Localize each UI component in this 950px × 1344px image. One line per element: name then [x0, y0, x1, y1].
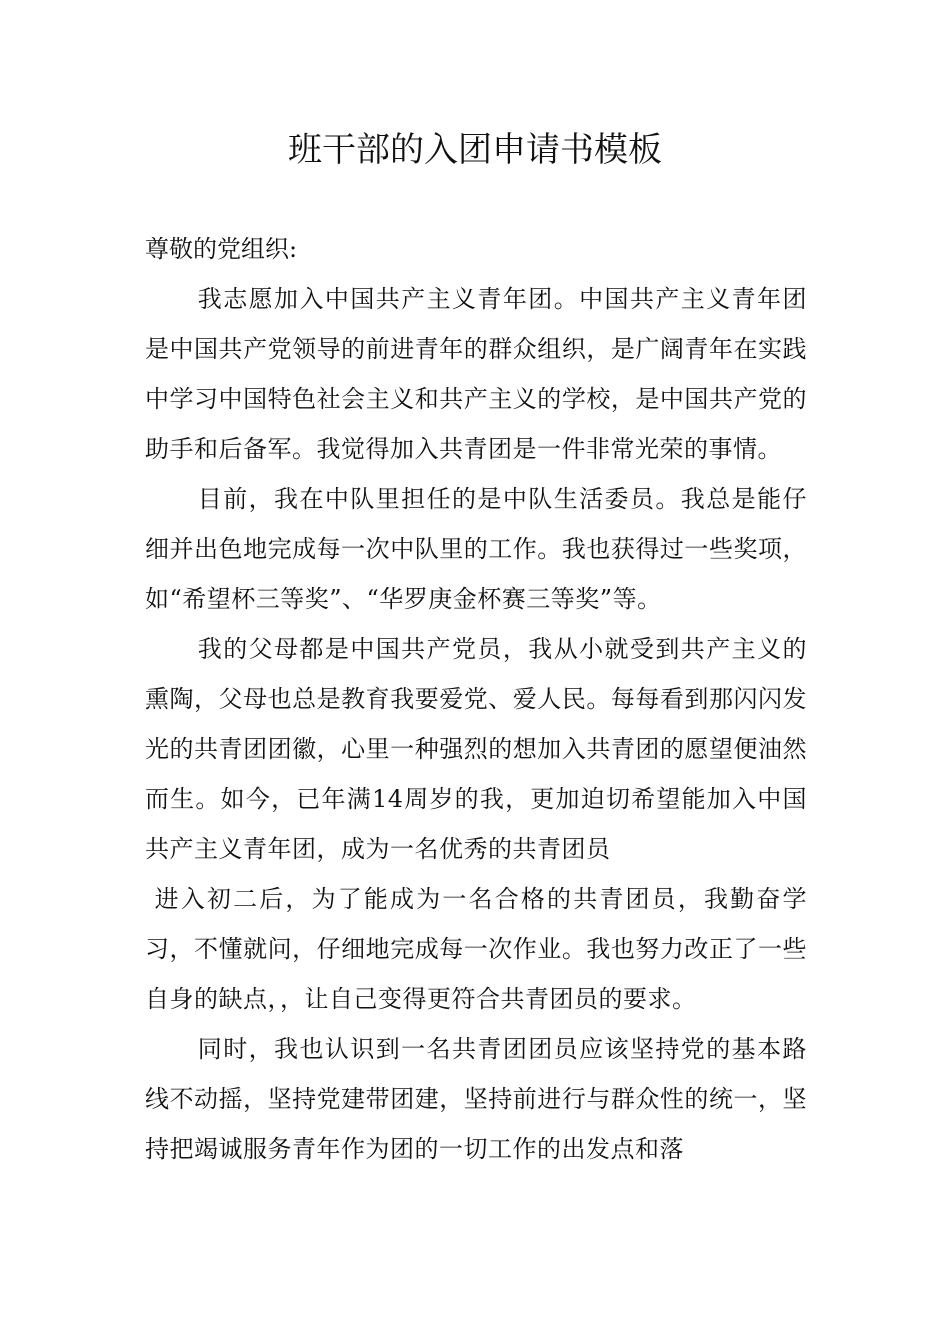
paragraph-4: 进入初二后，为了能成为一名合格的共青团员，我勤奋学习，不懂就问，仔细地完成每一次作业。我也努力改正了一些自身的缺点，，让自己变得更符合共青团员的要求。	[145, 885, 807, 1013]
paragraph-5: 同时，我也认识到一名共青团团员应该坚持党的基本路线不动摇，坚持党建带团建，坚持前进行与群众性的统一，坚持把竭诚服务青年作为团的一切工作的出发点和落	[145, 1035, 807, 1163]
document-title: 班干部的入团申请书模板	[288, 130, 662, 170]
paragraph-1: 我志愿加入中国共产主义青年团。中国共产主义青年团是中国共产党领导的前进青年的群众组织，是广阔青年在实践中学习中国特色社会主义和共产主义的学校，是中国共产党的助手和后备军。我觉得加入共青团是一件非常光荣的事情。	[145, 285, 807, 463]
document-body	[145, 224, 807, 1174]
salutation: 尊敬的党组织:	[145, 235, 298, 263]
paragraph-3: 我的父母都是中国共产党员，我从小就受到共产主义的熏陶，父母也总是教育我要爱党、爱人民。每每看到那闪闪发光的共青团团徽，心里一种强烈的想加入共青团的愿望便油然而生。如今，已年满14周岁的我，更加迫切希望能加入中国共产主义青年团，成为一名优秀的共青团员	[145, 635, 807, 863]
paragraph-2: 目前，我在中队里担任的是中队生活委员。我总是能仔细并出色地完成每一次中队里的工作。我也获得过一些奖项，如“希望杯三等奖”、“华罗庚金杯赛三等奖”等。	[145, 485, 807, 613]
